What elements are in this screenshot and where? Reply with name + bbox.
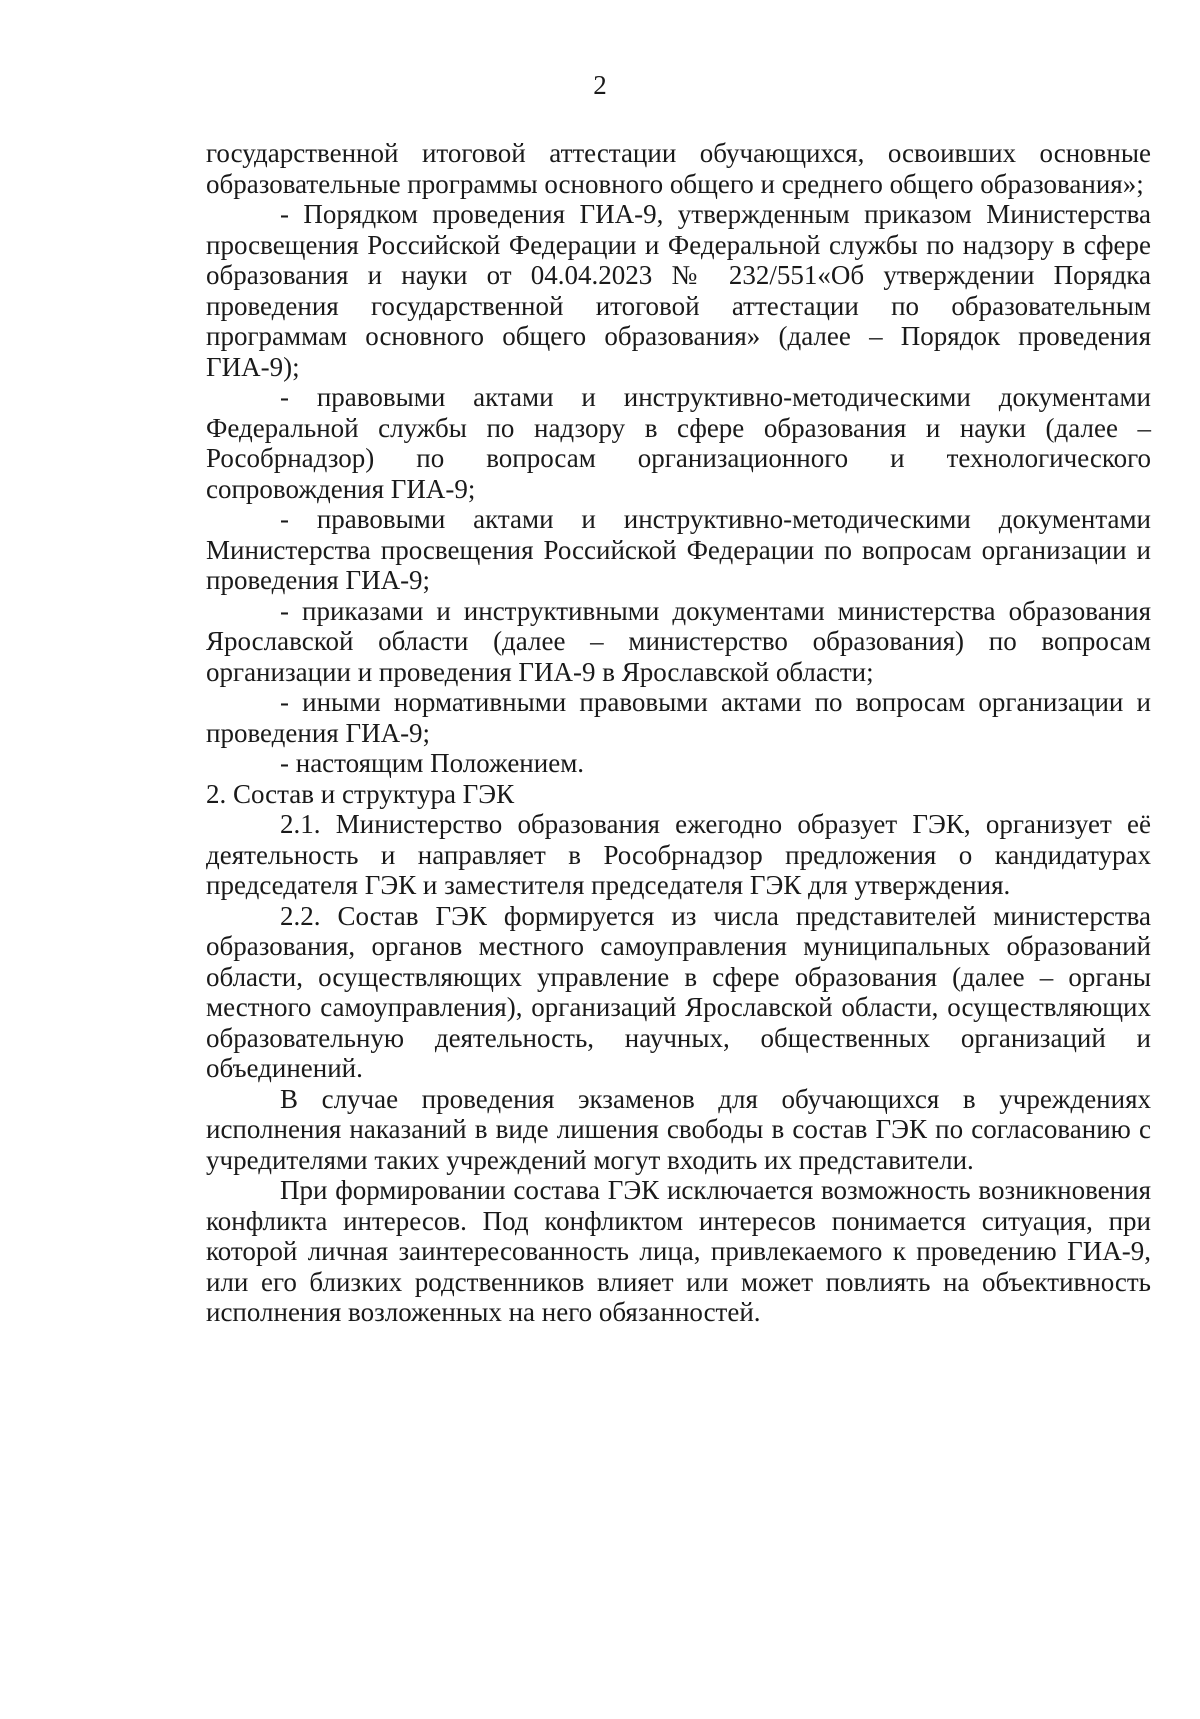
paragraph-continuation: государственной итоговой аттестации обучающихся, освоивших основные образовательные программы основного общего и среднего общего образования»; [206,138,1151,199]
paragraph-ministry-acts: - правовыми актами и инструктивно-методическими документами Министерства просвещения Российской Федерации по вопросам организации и проведения ГИА-9; [206,504,1151,595]
paragraph-this-regulation: - настоящим Положением. [280,748,585,778]
page-number: 2 [593,70,607,100]
paragraph-conflict-of-interest: При формировании состава ГЭК исключается возможность возникновения конфликта интересов. Под конфликтом интересов понимается ситуация, при которой личная заинтересованность лица, привлекаемого к проведению ГИА-9, или его близких родственников влияет или может повлиять на объективность исполнения возложенных на него обязанностей. [206,1175,1151,1327]
paragraph-2-2: 2.2. Состав ГЭК формируется из числа представителей министерства образования, органов местного самоуправления муниципальных образований области, осуществляющих управление в сфере образования (далее – органы местного самоуправления), организаций Ярославской области, осуществляющих образовательную деятельность, научных, общественных организаций и объединений. [206,900,1151,1083]
paragraph-other-acts: - иными нормативными правовыми актами по вопросам организации и проведения ГИА-9; [206,687,1151,748]
paragraph-rosobrnadzor-acts: - правовыми актами и инструктивно-методическими документами Федеральной службы по надзору в сфере образования и науки (далее – Рособрнадзор) по вопросам организационного и технологического сопровождения ГИА-9; [206,382,1151,504]
paragraph-2-1: 2.1. Министерство образования ежегодно образует ГЭК, организует её деятельность и направляет в Рособрнадзор предложения о кандидатурах председателя ГЭК и заместителя председателя ГЭК для утверждения. [206,809,1151,900]
paragraph-penal-institutions: В случае проведения экзаменов для обучающихся в учреждениях исполнения наказаний в виде лишения свободы в состав ГЭК по согласованию с учредителями таких учреждений могут входить их представители. [206,1083,1151,1175]
paragraph-gia9-procedure: - Порядком проведения ГИА-9, утвержденным приказом Министерства просвещения Российской Федерации и Федеральной службы по надзору в сфере образования и науки от 04.04.2023 № 232/551«Об утверждении Порядка проведения государственной итоговой аттестации по образовательным программам основного общего образования» (далее – Порядок проведения ГИА-9); [206,199,1151,382]
section-heading: 2. Состав и структура ГЭК [206,778,515,809]
paragraph-regional-orders: - приказами и инструктивными документами министерства образования Ярославской области (далее – министерство образования) по вопросам организации и проведения ГИА-9 в Ярославской области; [206,595,1151,687]
document-body [206,138,1151,1328]
